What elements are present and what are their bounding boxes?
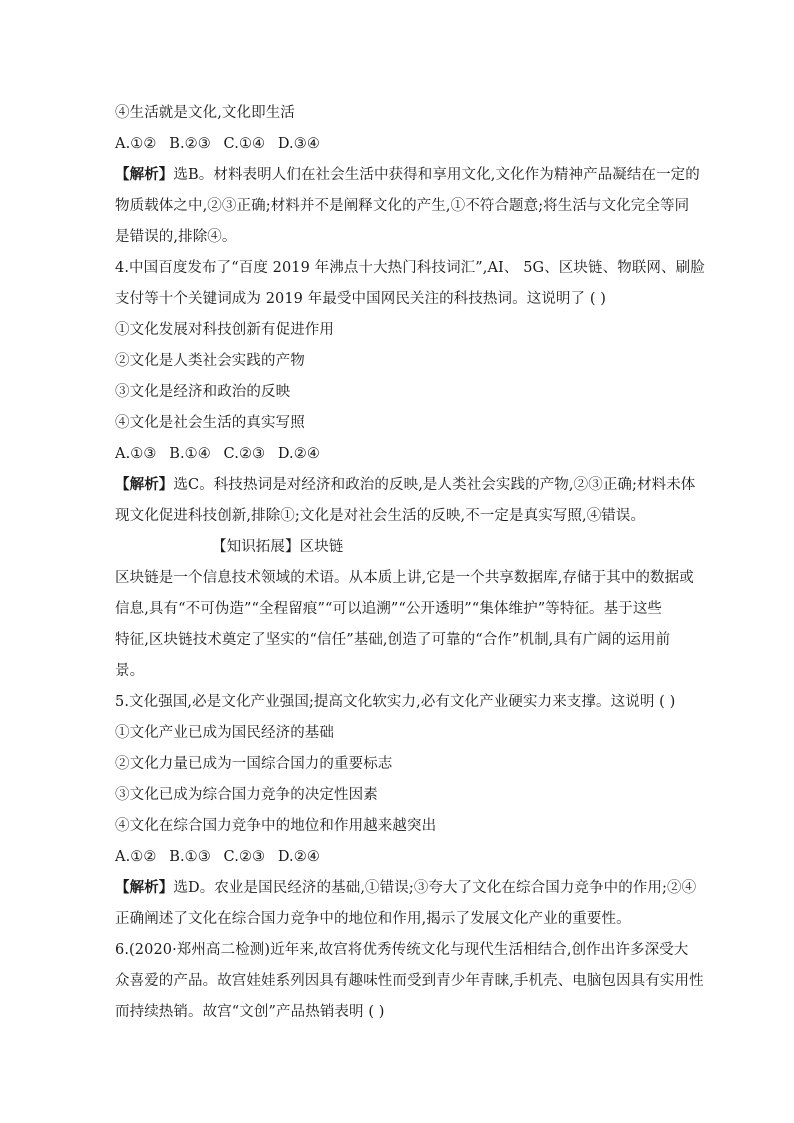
- q5-analysis-text: 选D。农业是国民经济的基础,①错误;③夸大了文化在综合国力竞争中的作用;②④: [173, 880, 697, 896]
- q4-stem-line-2: 支付等十个关键词成为 2019 年最受中国网民关注的科技热词。这说明了 ( ): [115, 291, 607, 307]
- knowledge-line-1: 区块链是一个信息技术领域的术语。从本质上讲,它是一个共享数据库,存储于其中的数据或: [115, 570, 694, 586]
- q4-stem-line-1: 4.中国百度发布了“百度 2019 年沸点十大热门科技词汇”,AI、 5G、区块链、物联网、刷脸: [115, 260, 705, 276]
- q5-option-3: ③文化已成为综合国力竞争的决定性因素: [115, 787, 378, 803]
- q6-stem-line-3: 而持续热销。故宫“文创”产品热销表明 ( ): [115, 1004, 385, 1020]
- q4-analysis-line-2: 现文化促进科技创新,排除①;文化是对社会生活的反映,不一定是真实写照,④错误。: [115, 508, 646, 524]
- q5-option-2: ②文化力量已成为一国综合国力的重要标志: [115, 756, 393, 772]
- q5-option-4: ④文化在综合国力竞争中的地位和作用越来越突出: [115, 818, 437, 834]
- q5-option-1: ①文化产业已成为国民经济的基础: [115, 725, 334, 741]
- knowledge-line-4: 景。: [115, 663, 145, 679]
- q3-analysis-line-3: 是错误的,排除④。: [115, 229, 237, 245]
- q5-analysis-line-2: 正确阐述了文化在综合国力竞争中的地位和作用,揭示了发展文化产业的重要性。: [115, 911, 631, 927]
- q6-stem-line-1: 6.(2020·郑州高二检测)近年来,故宫将优秀传统文化与现代生活相结合,创作出许多深受大: [115, 942, 689, 958]
- q5-analysis-tag: 【解析】: [115, 879, 174, 896]
- q6-stem-line-2: 众喜爱的产品。故宫娃娃系列因具有趣味性而受到青少年青睐,手机壳、电脑包因具有实用性: [115, 973, 704, 989]
- q4-option-2: ②文化是人类社会实践的产物: [115, 353, 305, 369]
- q5-stem-line-1: 5.文化强国,必是文化产业强国;提高文化软实力,必有文化产业硬实力来支撑。这说明 ( ): [115, 694, 676, 710]
- q3-analysis-tag: 【解析】: [115, 166, 174, 183]
- q3-analysis-line-1: [115, 166, 700, 184]
- q4-analysis-line-1: [115, 476, 696, 494]
- q5-analysis-line-1: [115, 879, 697, 897]
- q4-analysis-tag: 【解析】: [115, 476, 174, 493]
- knowledge-line-2: 信息,具有“不可伪造”“全程留痕”“可以追溯”“公开透明”“集体维护”等特征。基于这些: [115, 601, 663, 617]
- q4-option-1: ①文化发展对科技创新有促进作用: [115, 322, 334, 338]
- knowledge-line-3: 特征,区块链技术奠定了坚实的“信任”基础,创造了可靠的“合作”机制,具有广阔的运用前: [115, 632, 671, 648]
- q4-analysis-text: 选C。科技热词是对经济和政治的反映,是人类社会实践的产物,②③正确;材料未体: [173, 477, 696, 493]
- q3-analysis-text: 选B。材料表明人们在社会生活中获得和享用文化,文化作为精神产品凝结在一定的: [173, 167, 700, 183]
- q4-option-3: ③文化是经济和政治的反映: [115, 384, 291, 400]
- knowledge-heading: 【知识拓展】区块链: [212, 539, 344, 555]
- q5-choices: A.①② B.①③ C.②③ D.②④: [115, 849, 320, 865]
- q3-analysis-line-2: 物质载体之中,②③正确;材料并不是阐释文化的产生,①不符合题意;将生活与文化完全等同: [115, 198, 690, 214]
- q3-option-4: ④生活就是文化,文化即生活: [115, 105, 295, 121]
- q3-choices: A.①② B.②③ C.①④ D.③④: [115, 136, 320, 152]
- q4-choices: A.①③ B.①④ C.②③ D.②④: [115, 446, 320, 462]
- q4-option-4: ④文化是社会生活的真实写照: [115, 415, 305, 431]
